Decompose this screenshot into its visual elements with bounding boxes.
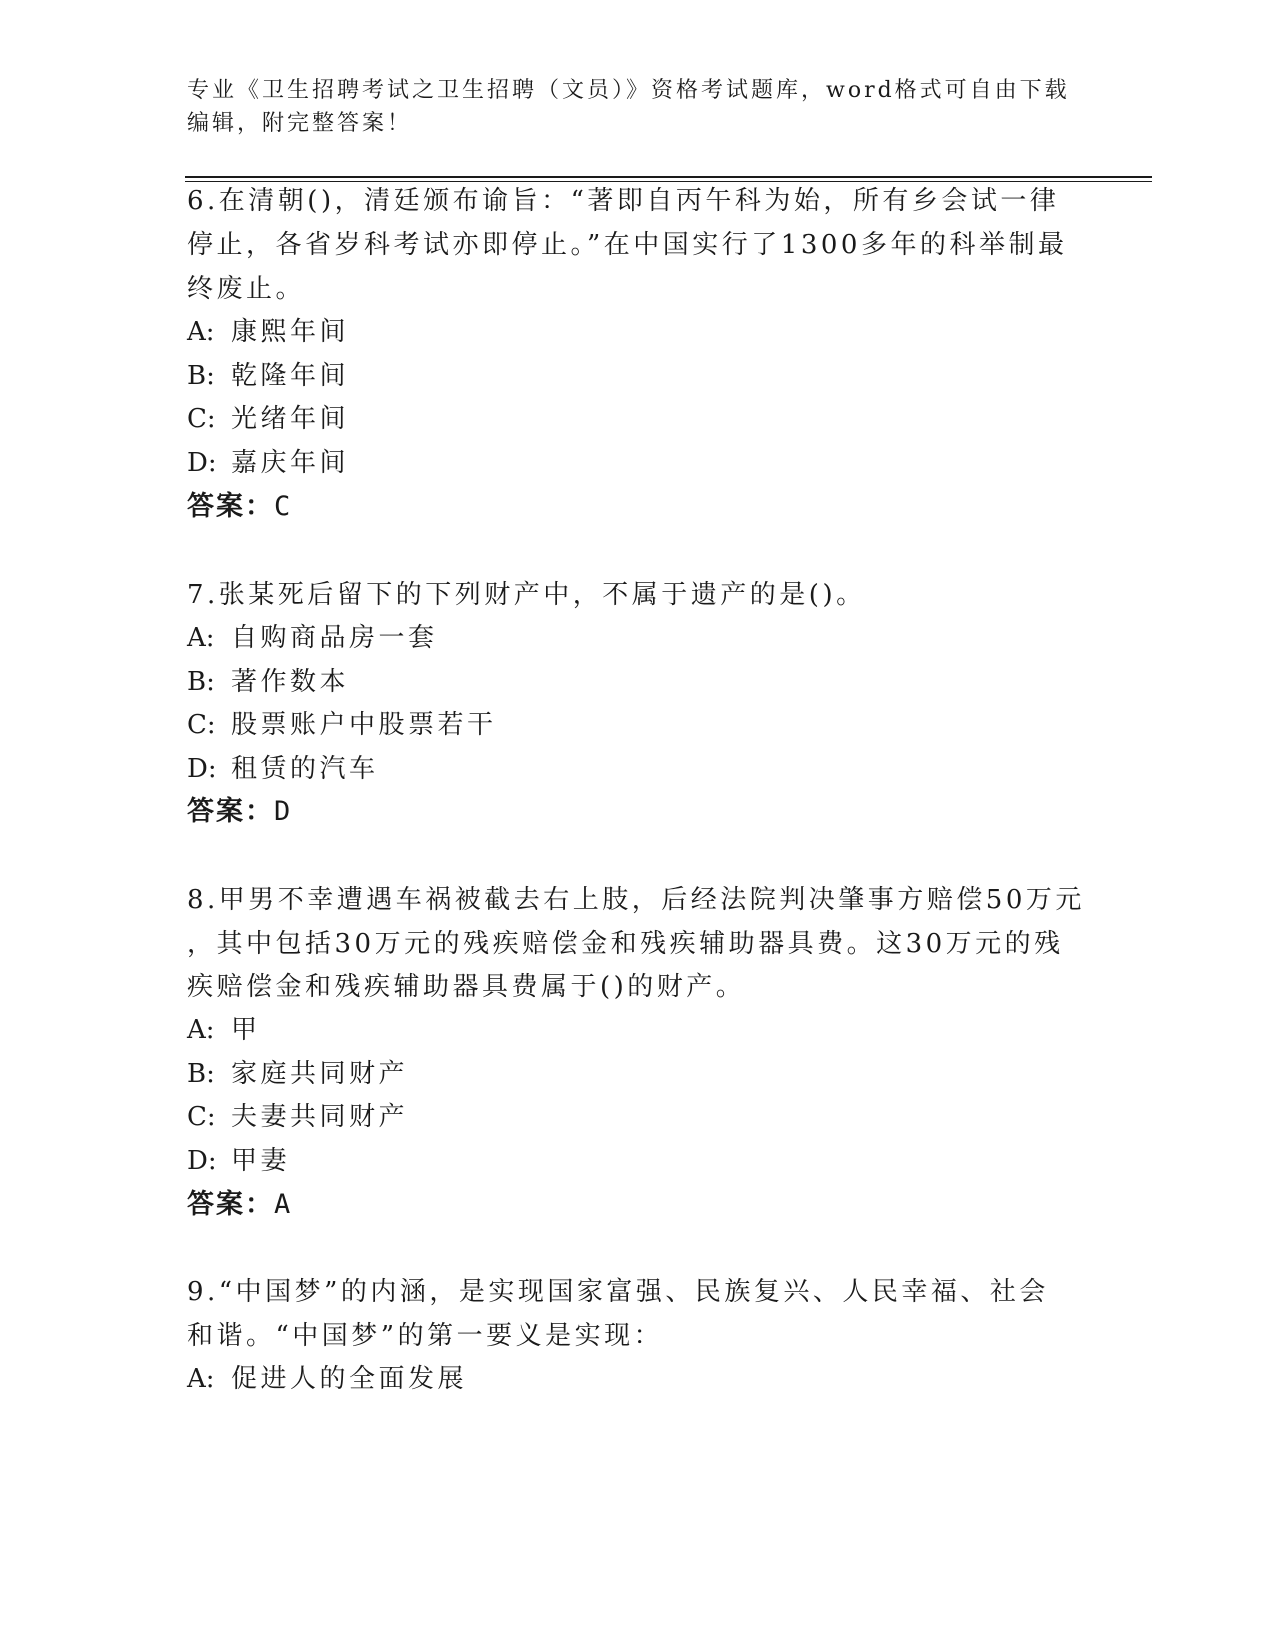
option-letter: B:: [187, 667, 215, 697]
option-text: 租赁的汽车: [231, 754, 379, 784]
option-text: 光绪年间: [231, 404, 350, 434]
option-letter: D:: [187, 1146, 217, 1176]
answer-value: D: [274, 796, 293, 827]
question-9-stem-line-1: 9.“中国梦”的内涵，是实现国家富强、民族复兴、人民幸福、社会: [187, 1277, 1049, 1307]
option-text: 股票账户中股票若干: [231, 710, 497, 740]
option-text: 甲妻: [231, 1146, 291, 1176]
option-text: 乾隆年间: [231, 361, 350, 391]
answer-value: C: [274, 491, 293, 522]
document-header: [187, 74, 1070, 140]
header-line-1: 专业《卫生招聘考试之卫生招聘（文员）》资格考试题库，word格式可自由下载: [187, 78, 1070, 103]
option-text: 嘉庆年间: [231, 448, 350, 478]
answer-value: A: [274, 1189, 293, 1220]
question-6-option-c: [187, 404, 349, 434]
header-divider-thin: [185, 181, 1152, 182]
option-text: 家庭共同财产: [231, 1059, 409, 1089]
question-8-option-c: [187, 1102, 408, 1132]
question-6-option-a: [187, 317, 349, 347]
question-7-option-a: [187, 623, 438, 653]
option-text: 著作数本: [231, 667, 350, 697]
option-text: 甲: [231, 1015, 261, 1045]
option-text: 夫妻共同财产: [231, 1102, 409, 1132]
question-6-answer: [187, 492, 292, 522]
option-letter: A:: [187, 623, 215, 653]
option-text: 促进人的全面发展: [231, 1364, 468, 1394]
header-line-2: 编辑，附完整答案！: [187, 111, 413, 136]
option-letter: A:: [187, 317, 215, 347]
question-6-stem-line-3: 终废止。: [187, 274, 306, 304]
question-6-stem-line-1: 6.在清朝()，清廷颁布谕旨：“著即自丙午科为始，所有乡会试一律: [187, 186, 1060, 216]
question-6-option-b: [187, 361, 349, 391]
question-9-stem-line-2: 和谐。“中国梦”的第一要义是实现：: [187, 1321, 664, 1351]
question-7-option-d: [187, 754, 379, 784]
question-9-option-a: [187, 1364, 467, 1394]
option-letter: D:: [187, 448, 217, 478]
question-6-option-d: [187, 448, 349, 478]
option-letter: B:: [187, 1059, 215, 1089]
question-8-answer: [187, 1190, 292, 1220]
option-letter: C:: [187, 1102, 216, 1132]
question-8-option-a: [187, 1015, 261, 1045]
question-6-stem-line-2: 停止，各省岁科考试亦即停止。”在中国实行了1300多年的科举制最: [187, 230, 1068, 260]
option-letter: C:: [187, 404, 216, 434]
question-7-answer: [187, 797, 292, 827]
question-7-option-b: [187, 667, 349, 697]
question-8-stem-line-2: ，其中包括30万元的残疾赔偿金和残疾辅助器具费。这30万元的残: [187, 929, 1064, 959]
question-7-stem-line-1: 7.张某死后留下的下列财产中，不属于遗产的是()。: [187, 580, 866, 610]
question-8-option-b: [187, 1059, 408, 1089]
answer-label: 答案：: [187, 1189, 274, 1220]
answer-label: 答案：: [187, 796, 274, 827]
question-8-stem-line-1: 8.甲男不幸遭遇车祸被截去右上肢，后经法院判决肇事方赔偿50万元: [187, 885, 1085, 915]
option-letter: A:: [187, 1364, 215, 1394]
option-letter: C:: [187, 710, 216, 740]
option-letter: A:: [187, 1015, 215, 1045]
option-letter: D:: [187, 754, 217, 784]
question-8-option-d: [187, 1146, 290, 1176]
answer-label: 答案：: [187, 491, 274, 522]
option-letter: B:: [187, 361, 215, 391]
question-7-option-c: [187, 710, 497, 740]
header-divider-thick: [185, 176, 1152, 178]
question-8-stem-line-3: 疾赔偿金和残疾辅助器具费属于()的财产。: [187, 972, 746, 1002]
option-text: 自购商品房一套: [231, 623, 438, 653]
option-text: 康熙年间: [231, 317, 350, 347]
